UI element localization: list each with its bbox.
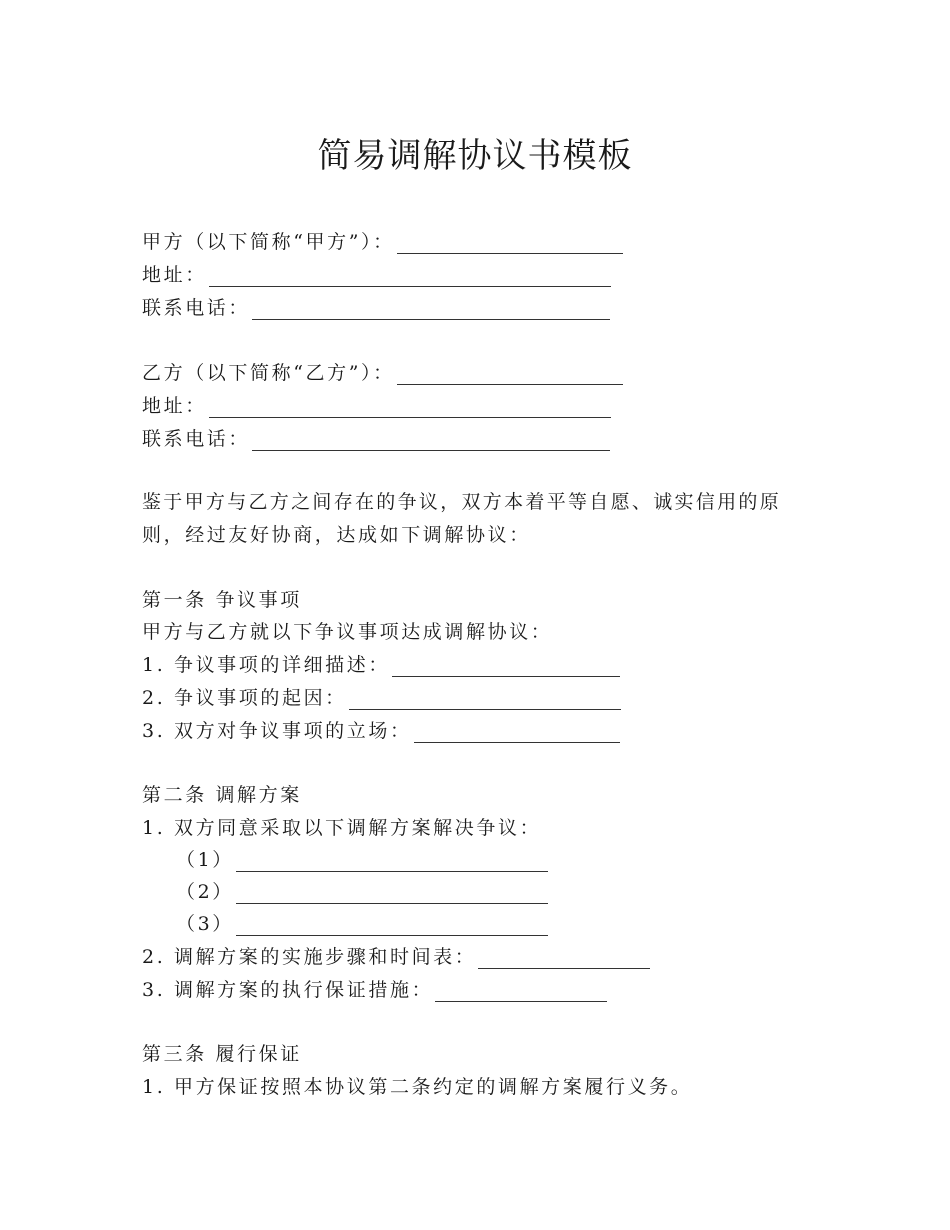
article-1-item-1-label: 1. 争议事项的详细描述： — [142, 654, 390, 676]
article-2-item-3 — [142, 978, 607, 1002]
article-2-subitem-3-label: （3） — [176, 913, 234, 935]
article-1-intro: 甲方与乙方就以下争议事项达成调解协议： — [142, 621, 553, 643]
article-1-item-1-blank[interactable] — [392, 656, 620, 677]
party-b-name-blank[interactable] — [397, 364, 623, 385]
party-b-address-line — [142, 394, 611, 418]
article-2-subitem-2-blank[interactable] — [236, 883, 548, 904]
article-2-subitem-1-blank[interactable] — [236, 851, 548, 872]
article-2-subitem-1 — [176, 848, 548, 872]
party-b-phone-line — [142, 427, 610, 451]
article-3-heading: 第三条 履行保证 — [142, 1043, 302, 1065]
party-b-address-blank[interactable] — [209, 397, 611, 418]
article-2-item-3-label: 3. 调解方案的执行保证措施： — [142, 979, 434, 1001]
party-b-address-label: 地址： — [142, 395, 207, 417]
article-1-item-2-blank[interactable] — [349, 689, 621, 710]
article-2-heading: 第二条 调解方案 — [142, 784, 302, 806]
party-a-address-label: 地址： — [142, 264, 207, 286]
party-a-name-label: 甲方（以下简称“甲方”）： — [142, 231, 395, 253]
article-2-subitem-2 — [176, 880, 548, 904]
party-b-phone-blank[interactable] — [252, 430, 610, 451]
party-a-phone-blank[interactable] — [252, 299, 610, 320]
preamble-line-2: 则，经过友好协商，达成如下调解协议： — [142, 524, 531, 546]
preamble-line-1: 鉴于甲方与乙方之间存在的争议，双方本着平等自愿、诚实信用的原 — [142, 491, 782, 513]
party-a-name-line — [142, 230, 623, 254]
article-2-item-3-blank[interactable] — [435, 981, 607, 1002]
article-1-item-3 — [142, 719, 620, 743]
article-2-subitem-3-blank[interactable] — [236, 915, 548, 936]
article-2-item-2 — [142, 945, 650, 969]
article-1-item-3-blank[interactable] — [414, 722, 620, 743]
party-a-address-blank[interactable] — [209, 266, 611, 287]
article-2-item-1: 1. 双方同意采取以下调解方案解决争议： — [142, 817, 542, 839]
party-a-address-line — [142, 263, 611, 287]
article-1-item-3-label: 3. 双方对争议事项的立场： — [142, 720, 412, 742]
party-b-phone-label: 联系电话： — [142, 428, 251, 450]
party-b-name-line — [142, 361, 623, 385]
party-a-phone-line — [142, 296, 610, 320]
party-a-name-blank[interactable] — [397, 233, 623, 254]
article-3-item-1: 1. 甲方保证按照本协议第二条约定的调解方案履行义务。 — [142, 1076, 693, 1098]
article-1-item-2-label: 2. 争议事项的起因： — [142, 687, 347, 709]
article-1-item-1 — [142, 653, 620, 677]
article-1-heading: 第一条 争议事项 — [142, 589, 302, 611]
article-2-item-2-blank[interactable] — [478, 948, 650, 969]
party-b-name-label: 乙方（以下简称“乙方”）： — [142, 362, 395, 384]
article-2-subitem-1-label: （1） — [176, 849, 234, 871]
article-1-item-2 — [142, 686, 621, 710]
party-a-phone-label: 联系电话： — [142, 297, 251, 319]
document-title: 简易调解协议书模板 — [317, 136, 633, 176]
article-2-item-2-label: 2. 调解方案的实施步骤和时间表： — [142, 946, 477, 968]
article-2-subitem-3 — [176, 912, 548, 936]
article-2-subitem-2-label: （2） — [176, 881, 234, 903]
